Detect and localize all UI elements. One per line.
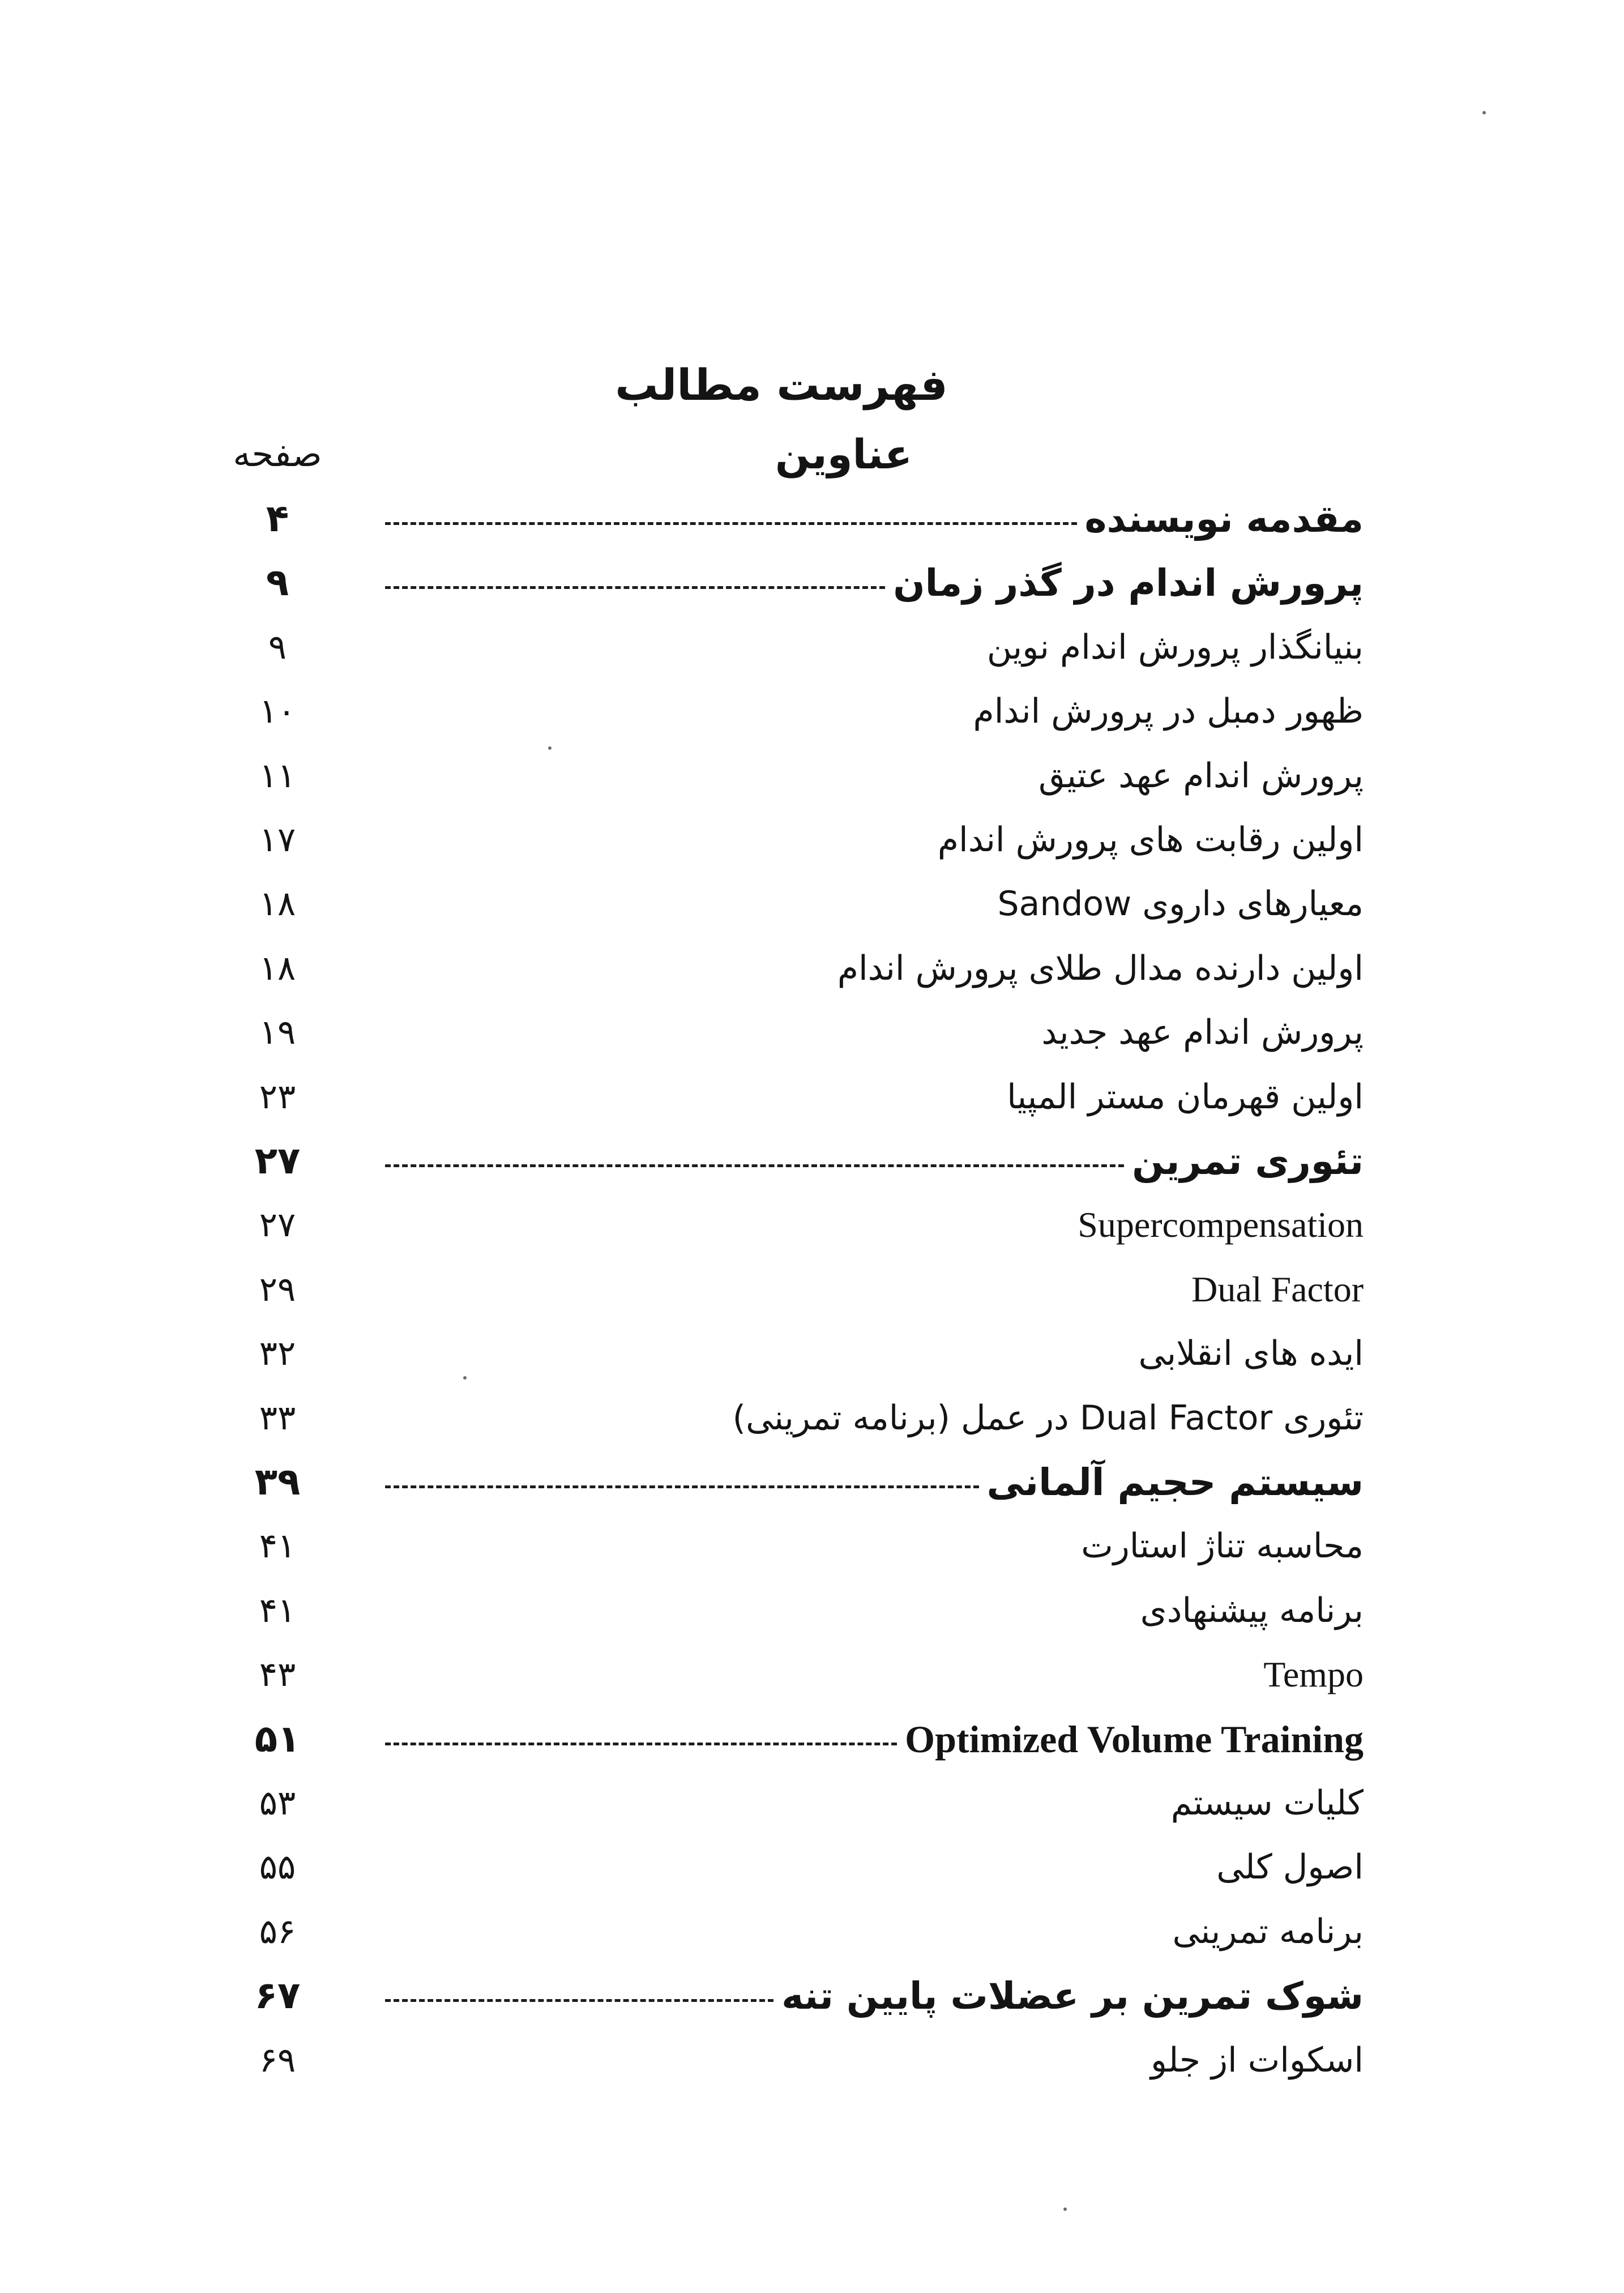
toc-page-number: ۴۱ bbox=[259, 1591, 296, 1630]
toc-section-entry bbox=[385, 1837, 1364, 1898]
toc-page-number: ۳۲ bbox=[259, 1334, 296, 1373]
toc-entry-title: اولین رقابت های پرورش اندام bbox=[937, 820, 1364, 860]
toc-entry-title: برنامه تمرینی bbox=[1172, 1912, 1364, 1952]
toc-entry-title: اسکوات از جلو bbox=[1151, 2040, 1364, 2080]
toc-chapter-entry bbox=[385, 1130, 1364, 1192]
toc-page-number: ۵۳ bbox=[259, 1783, 296, 1823]
toc-entry-title: Supercompensation bbox=[1078, 1205, 1364, 1245]
dotted-leader bbox=[385, 1999, 773, 2002]
toc-section-entry bbox=[385, 1323, 1364, 1384]
toc-entry-title: محاسبه تناژ استارت bbox=[1081, 1526, 1364, 1566]
toc-section-entry bbox=[385, 1773, 1364, 1834]
toc-entry-title: برنامه پیشنهادی bbox=[1140, 1591, 1364, 1630]
toc-section-entry bbox=[385, 938, 1364, 999]
scan-speck bbox=[1482, 111, 1486, 114]
toc-chapter-entry bbox=[385, 552, 1364, 613]
toc-entry-title: کلیات سیستم bbox=[1170, 1783, 1364, 1823]
toc-page-number: ۴ bbox=[266, 497, 289, 540]
toc-entry-title: معیارهای داروی Sandow bbox=[997, 884, 1364, 924]
page-column-header: صفحه bbox=[233, 433, 322, 475]
toc-entry-title: تئوری تمرین bbox=[1132, 1139, 1364, 1183]
toc-section-entry bbox=[385, 745, 1364, 806]
toc-page-number: ۲۷ bbox=[254, 1139, 301, 1182]
toc-page-number: ۲۷ bbox=[259, 1205, 296, 1245]
dotted-leader bbox=[385, 522, 1077, 525]
toc-page-number: ۶۹ bbox=[259, 2040, 296, 2080]
dotted-leader bbox=[385, 1164, 1124, 1167]
toc-section-entry bbox=[385, 681, 1364, 742]
toc-chapter-entry bbox=[385, 488, 1364, 549]
toc-page-number: ۱۰ bbox=[259, 691, 296, 731]
toc-page-number: ۵۵ bbox=[259, 1847, 296, 1887]
toc-page-number: ۲۹ bbox=[259, 1270, 296, 1309]
toc-entry-title: اصول کلی bbox=[1216, 1847, 1364, 1887]
toc-page-number: ۵۱ bbox=[254, 1717, 301, 1761]
toc-section-entry bbox=[385, 1515, 1364, 1577]
toc-section-entry bbox=[385, 1580, 1364, 1641]
toc-page-number: ۳۹ bbox=[254, 1460, 301, 1504]
dotted-leader bbox=[385, 586, 885, 589]
toc-section-entry bbox=[385, 873, 1364, 934]
toc-entry-title: شوک تمرین بر عضلات پایین تنه bbox=[781, 1974, 1364, 2018]
toc-chapter-entry bbox=[385, 1965, 1364, 2026]
toc-entry-title: پرورش اندام در گذر زمان bbox=[893, 561, 1364, 605]
toc-entry-title: Dual Factor bbox=[1191, 1269, 1364, 1309]
toc-page-number: ۵۶ bbox=[259, 1912, 296, 1952]
toc-section-entry bbox=[385, 1066, 1364, 1128]
toc-section-entry bbox=[385, 1387, 1364, 1449]
toc-chapter-entry bbox=[385, 1451, 1364, 1513]
toc-page-number: ۹ bbox=[268, 627, 287, 667]
toc-entry-title: اولین دارنده مدال طلای پرورش اندام bbox=[837, 949, 1364, 988]
toc-entry-title: مقدمه نویسنده bbox=[1084, 497, 1364, 541]
toc-entry-title: پرورش اندام عهد عتیق bbox=[1038, 756, 1364, 796]
toc-page-number: ۱۸ bbox=[259, 949, 296, 988]
toc-section-entry bbox=[385, 809, 1364, 870]
toc-section-entry bbox=[385, 617, 1364, 678]
toc-page-number: ۱۹ bbox=[259, 1013, 296, 1052]
dotted-leader bbox=[385, 1743, 897, 1745]
toc-entry-title: بنیانگذار پرورش اندام نوین bbox=[986, 627, 1364, 667]
toc-page-number: ۴۳ bbox=[259, 1655, 296, 1694]
toc-page-number: ۲۳ bbox=[259, 1077, 296, 1117]
toc-page-number: ۶۷ bbox=[254, 1974, 301, 2017]
toc-entry-title: ایده های انقلابی bbox=[1138, 1334, 1364, 1373]
toc-page-number: ۳۳ bbox=[259, 1398, 296, 1438]
toc-section-entry bbox=[385, 1644, 1364, 1705]
toc-section-entry bbox=[385, 1901, 1364, 1962]
dotted-leader bbox=[385, 1485, 979, 1488]
toc-entry-title: Optimized Volume Training bbox=[905, 1717, 1364, 1761]
toc-section-entry bbox=[385, 1194, 1364, 1256]
toc-entry-title: اولین قهرمان مستر المپیا bbox=[1007, 1077, 1364, 1117]
scan-speck bbox=[1063, 2207, 1067, 2211]
toc-entry-title: سیستم حجیم آلمانی bbox=[986, 1460, 1364, 1504]
toc-section-entry bbox=[385, 2030, 1364, 2091]
toc-entry-title: پرورش اندام عهد جدید bbox=[1041, 1013, 1364, 1052]
toc-page-number: ۱۷ bbox=[259, 820, 296, 860]
toc-page-number: ۱۱ bbox=[259, 756, 296, 796]
toc-page-number: ۴۱ bbox=[259, 1526, 296, 1566]
page-title: فهرست مطالب bbox=[615, 360, 948, 410]
toc-section-entry bbox=[385, 1259, 1364, 1320]
toc-chapter-entry bbox=[385, 1709, 1364, 1770]
toc-section-entry bbox=[385, 1002, 1364, 1063]
toc-entry-title: ظهور دمبل در پرورش اندام bbox=[973, 691, 1364, 731]
toc-page-number: ۹ bbox=[266, 561, 289, 604]
topics-column-header: عناوین bbox=[775, 430, 913, 478]
toc-page-number: ۱۸ bbox=[259, 884, 296, 924]
toc-entry-title: تئوری Dual Factor در عمل (برنامه تمرینی) bbox=[732, 1398, 1364, 1438]
toc-entry-title: Tempo bbox=[1263, 1654, 1364, 1694]
